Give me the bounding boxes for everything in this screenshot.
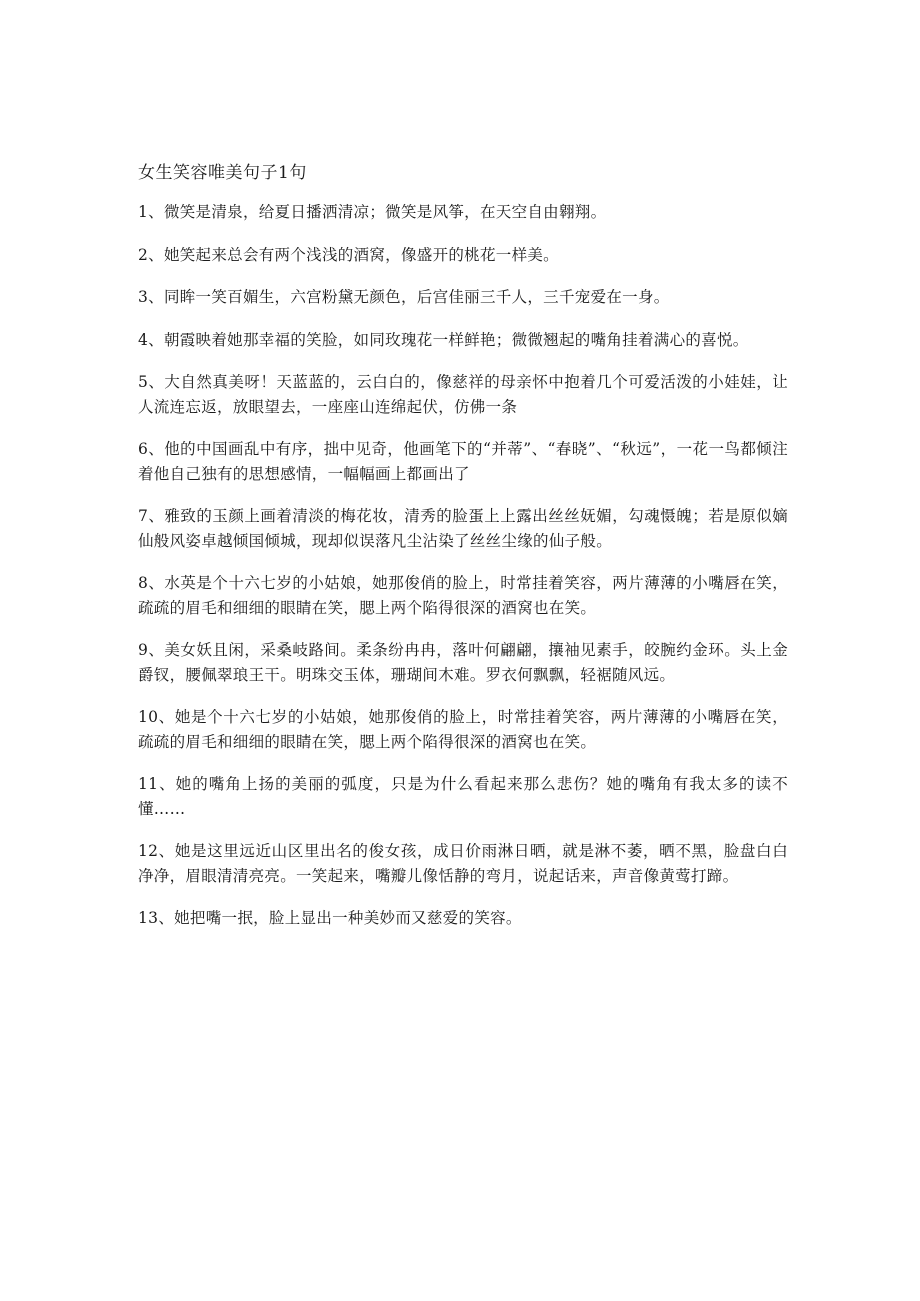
sentence-item-9: 9、美女妖且闲，采桑岐路间。柔条纷冉冉，落叶何翩翩，攘袖见素手，皎腕约金环。头上金爵钗，腰佩翠琅王干。明珠交玉体，珊瑚间木难。罗衣何飘飘，轻裾随风远。	[138, 641, 788, 684]
sentence-item-8: 8、水英是个十六七岁的小姑娘，她那俊俏的脸上，时常挂着笑容，两片薄薄的小嘴唇在笑，疏疏的眉毛和细细的眼睛在笑，腮上两个陷得很深的酒窝也在笑。	[138, 574, 788, 617]
sentence-item-12: 12、她是这里远近山区里出名的俊女孩，成日价雨淋日晒，就是淋不萎，晒不黑，脸盘白白净净，眉眼清清亮亮。一笑起来，嘴瓣儿像恬静的弯月，说起话来，声音像黄莺打蹄。	[138, 842, 788, 885]
sentence-item-2: 2、她笑起来总会有两个浅浅的酒窝，像盛开的桃花一样美。	[138, 245, 559, 264]
sentence-item-6: 6、他的中国画乱中有序，拙中见奇，他画笔下的“并蒂”、“春晓”、“秋远”，一花一鸟都倾注着他自己独有的思想感情，一幅幅画上都画出了	[138, 440, 788, 483]
sentence-item-3: 3、同眸一笑百媚生，六宫粉黛无颜色，后宫佳丽三千人，三千宠爱在一身。	[138, 288, 670, 306]
sentence-item-4: 4、朝霞映着她那幸福的笑脸，如同玫瑰花一样鲜艳；微微翘起的嘴角挂着满心的喜悦。	[138, 330, 749, 349]
sentence-item-13: 13、她把嘴一抿，脸上显出一种美妙而又慈爱的笑容。	[138, 909, 522, 927]
sentence-item-7: 7、雅致的玉颜上画着清淡的梅花妆，清秀的脸蛋上上露出丝丝妩媚，勾魂慑魄；若是原似嫡仙般风姿卓越倾国倾城，现却似误落凡尘沾染了丝丝尘缘的仙子般。	[138, 507, 788, 550]
sentence-item-5: 5、大自然真美呀！天蓝蓝的，云白白的，像慈祥的母亲怀中抱着几个可爱活泼的小娃娃，让人流连忘返，放眼望去，一座座山连绵起伏，仿佛一条	[138, 373, 788, 416]
sentence-item-10: 10、她是个十六七岁的小姑娘，她那俊俏的脸上，时常挂着笑容，两片薄薄的小嘴唇在笑，疏疏的眉毛和细细的眼睛在笑，腮上两个陷得很深的酒窝也在笑。	[138, 708, 788, 751]
document-page	[138, 160, 788, 949]
document-title: 女生笑容唯美句子1句	[138, 163, 307, 183]
sentence-item-11: 11、她的嘴角上扬的美丽的弧度，只是为什么看起来那么悲伤？她的嘴角有我太多的读不懂……	[138, 775, 788, 818]
sentence-item-1: 1、微笑是清泉，给夏日播洒清凉；微笑是风筝，在天空自由翱翔。	[138, 203, 607, 221]
